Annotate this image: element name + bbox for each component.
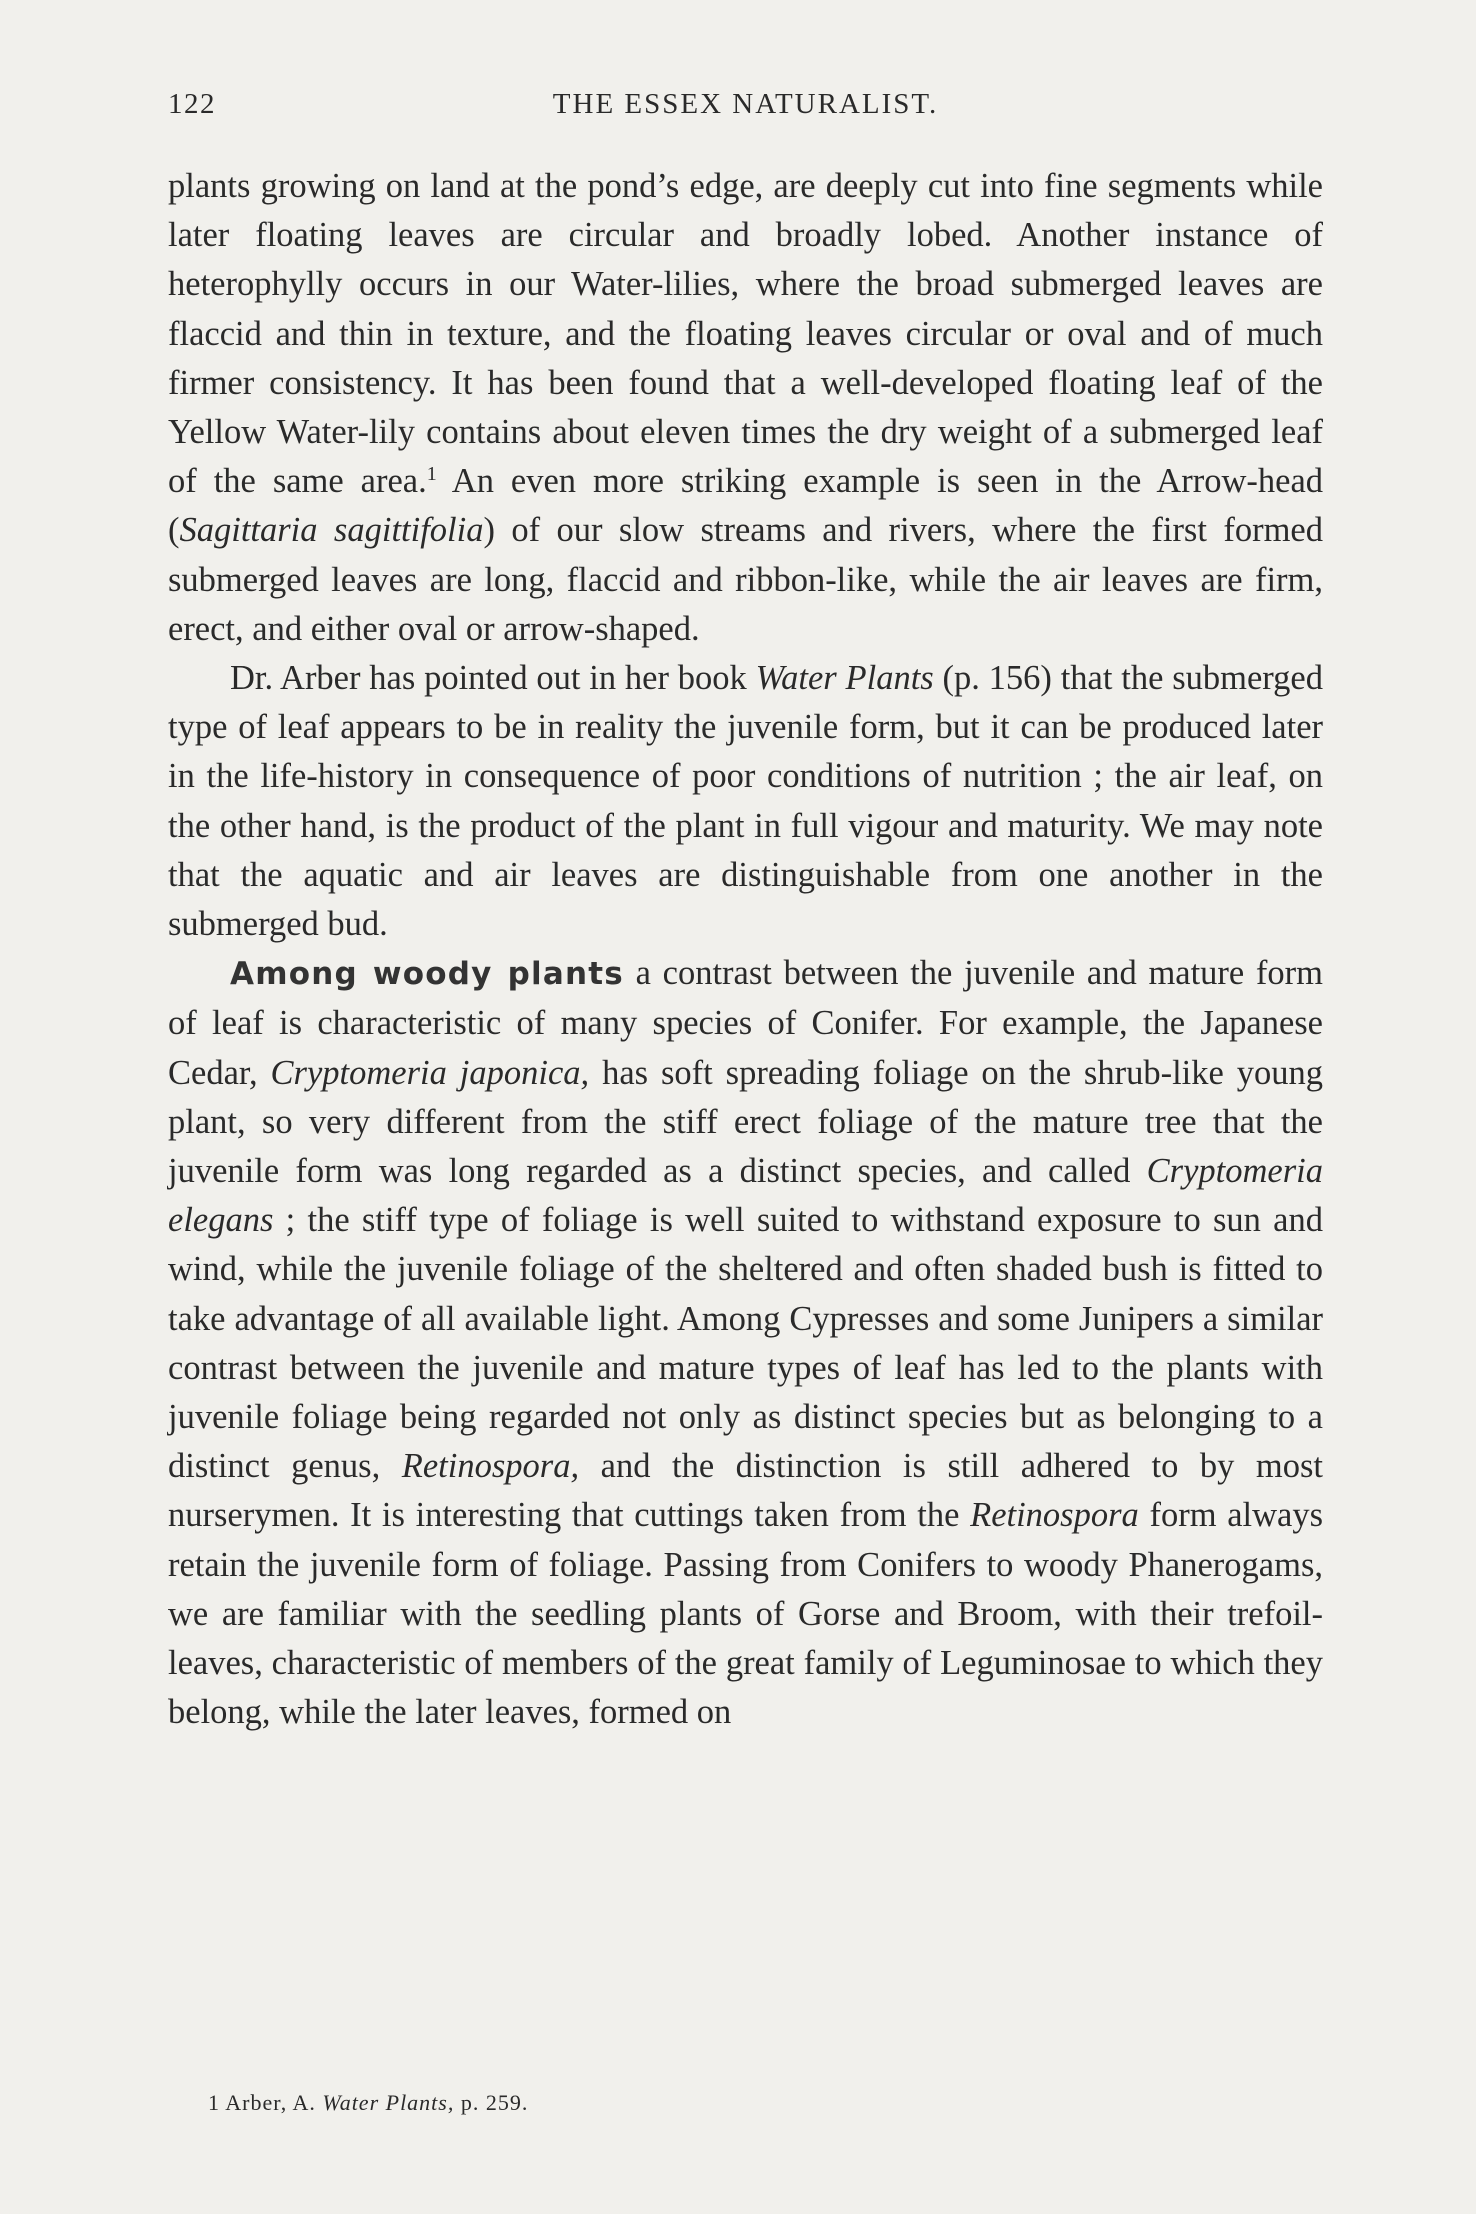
text-run: ) of our slow streams and rivers, where the first formed submerged leaves are long, flaccid and ribbon-like, while the air leaves are firm, erect, and either oval or arrow-shaped. xyxy=(168,511,1323,648)
species-name: Cryptomeria elegans xyxy=(168,1152,1323,1240)
body-text xyxy=(168,162,1323,1738)
footnote-page: p. 259. xyxy=(454,2090,529,2115)
text-run: and the distinction is still adhered to by most nurserymen. It is interesting that cuttings taken from the xyxy=(168,1447,1324,1535)
page-number: 122 xyxy=(168,88,216,120)
text-run: An even more striking example is seen in the Arrow-head ( xyxy=(168,462,1324,550)
text-run: plants growing on land at the pond’s edge, are deeply cut into fine segments while later floating leaves are circular and broadly lobed. Another instance of heterophylly occurs in our Water-lilies, where the broad submerged leaves are flaccid and thin in texture, and the floating leaves circular or oval and of much firmer consistency. It has been found that a well-developed floating leaf of the Yellow Water-lily contains about eleven times the dry weight of a submerged leaf of the same area. xyxy=(168,167,1323,501)
paragraph-2 xyxy=(168,654,1323,949)
species-name: Cryptomeria japonica, xyxy=(270,1053,590,1092)
book-title: Water Plants xyxy=(755,659,934,698)
footnote-author: Arber, A. xyxy=(220,2090,323,2115)
paragraph-3 xyxy=(168,949,1323,1737)
running-head xyxy=(168,88,1323,128)
section-lead: Among woody plants xyxy=(230,956,624,993)
text-run: (p. 156) that the submerged type of leaf appears to be in reality the juvenile form, but it can be produced later in the life-history in consequence of poor conditions of nutrition ; the air leaf, on the other hand, is the product of the plant in full vigour and maturity. We may note that the aquatic and air leaves are distinguishable from one another in the submerged bud. xyxy=(168,659,1323,944)
text-run: has soft spreading foliage on the shrub-like young plant, so very different from the stiff erect foliage of the mature tree that the juvenile form was long regarded as a distinct species, and called xyxy=(168,1053,1323,1191)
genus-name: Retinospora xyxy=(970,1496,1139,1535)
text-run: ; the stiff type of foliage is well suited to withstand exposure to sun and wind, while the juvenile foliage of the sheltered and often shaded bush is fitted to take advantage of all available light. Among Cypresses and some Junipers a similar contrast between the juvenile and mature types of leaf has led to the plants with juvenile foliage being regarded not only as distinct species but as belonging to a distinct genus, xyxy=(168,1201,1323,1486)
species-name: Sagittaria sagittifolia xyxy=(179,511,484,550)
text-run: Dr. Arber has pointed out in her book xyxy=(230,659,756,698)
genus-name: Retinospora, xyxy=(401,1447,580,1486)
footnote-marker: 1 xyxy=(426,463,437,486)
footnote-number: 1 xyxy=(208,2090,220,2115)
paragraph-1 xyxy=(168,162,1323,654)
text-run: form always retain the juvenile form of foliage. Passing from Conifers to woody Phanerogams, we are familiar with the seedling plants of Gorse and Broom, with their trefoil-leaves, characteristic of members of the great family of Leguminosae to which they belong, while the later leaves, formed on xyxy=(168,1496,1323,1732)
footnote-title: Water Plants, xyxy=(322,2090,455,2115)
text-run: a contrast between the juvenile and mature form of leaf is characteristic of many species of Conifer. For example, the Japanese Cedar, xyxy=(168,954,1323,1092)
running-title: THE ESSEX NATURALIST. xyxy=(552,88,939,120)
footnote xyxy=(208,2090,528,2116)
